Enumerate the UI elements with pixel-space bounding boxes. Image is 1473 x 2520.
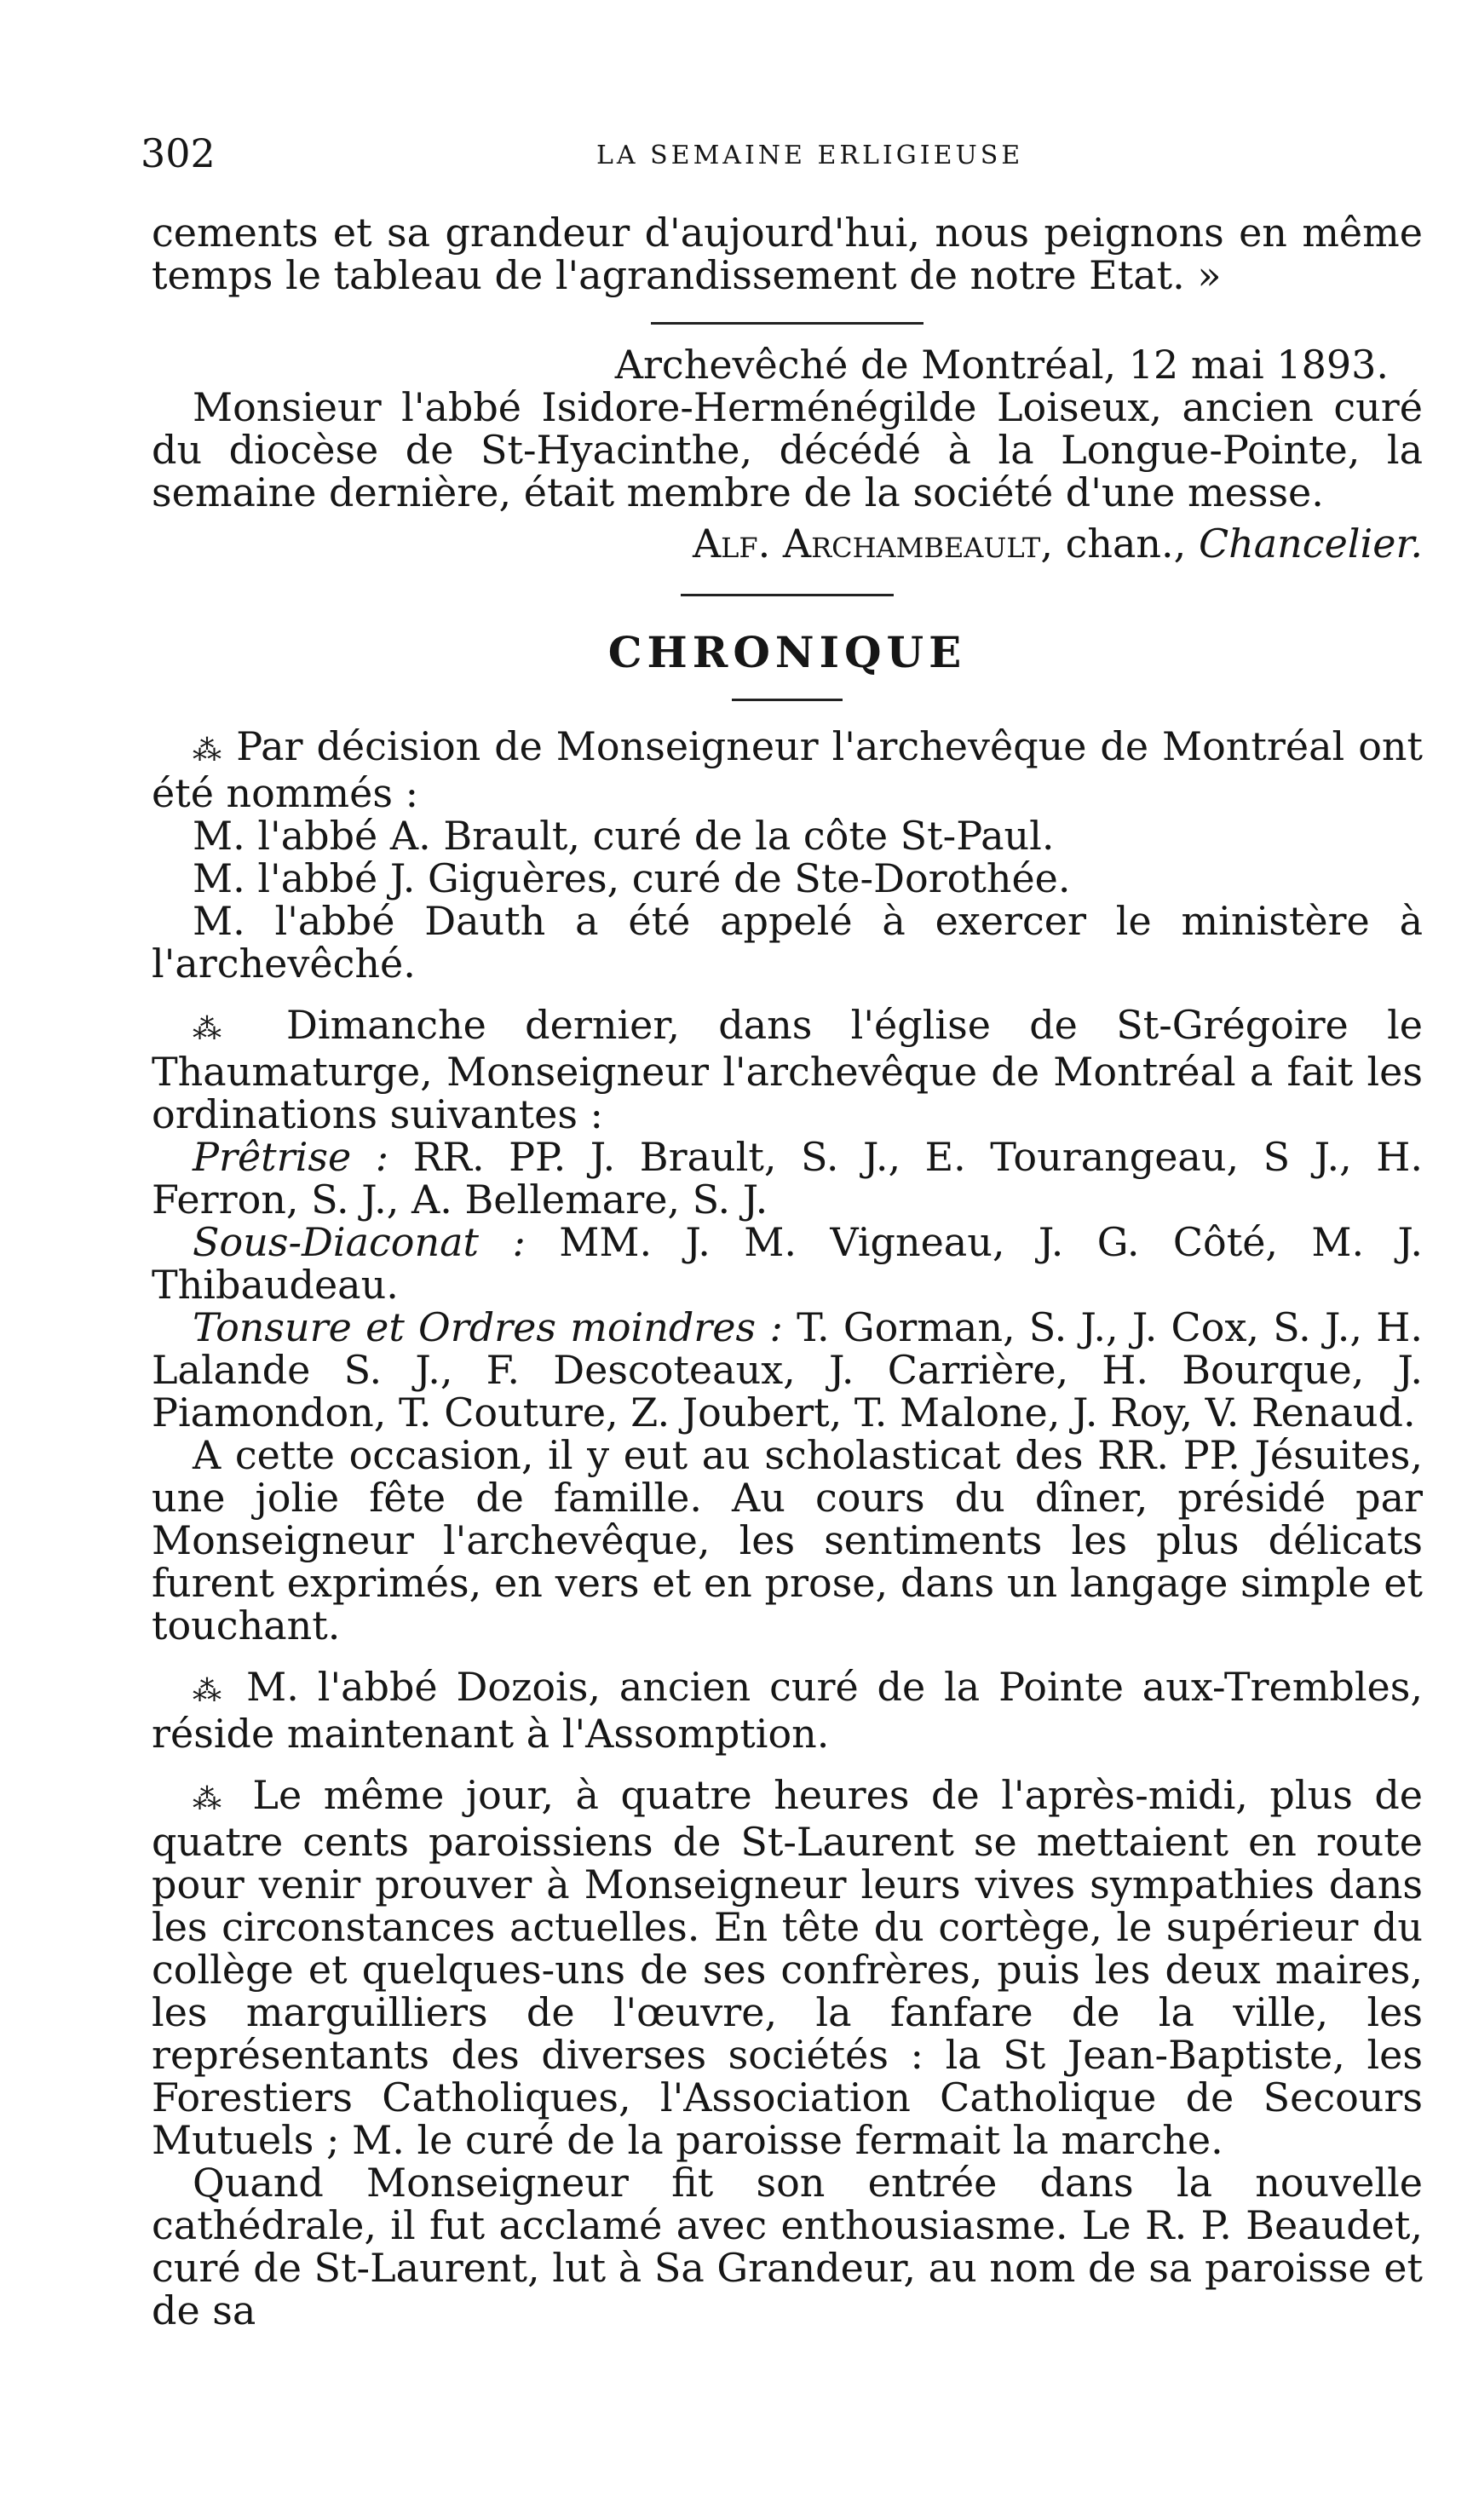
notice-signature	[152, 522, 1423, 565]
asterism-marker: ⁂	[193, 1782, 231, 1816]
signature-role: , chan.,	[1040, 521, 1199, 567]
chronique-item-st-laurent	[152, 1774, 1423, 2161]
ordination-names: RR. PP. J. Brault, S. J., E. Tourangeau, S J., H. Ferron, S. J., A. Bellemare, S. J.	[152, 1134, 1423, 1223]
chronique-item-ordinations	[152, 1004, 1423, 1136]
title-underline	[732, 699, 843, 701]
ordination-label: Prêtrise :	[193, 1134, 389, 1180]
ordination-label: Sous-Diaconat :	[193, 1219, 526, 1265]
appointment-line: M. l'abbé J. Giguères, curé de Ste-Dorothée.	[193, 855, 1071, 901]
chronique-item-dozois	[152, 1666, 1423, 1755]
item-text: M. l'abbé Dozois, ancien curé de la Pointe aux-Trembles, réside maintenant à l'Assomption.	[152, 1664, 1424, 1757]
signature-title: Chancelier.	[1198, 521, 1423, 567]
occasion-paragraph: A cette occasion, il y eut au scholasticat des RR. PP. Jésuites, une jolie fête de famille. Au cours du dîner, présidé par Monseigneur l'archevêque, les sentiments les plus délicats furent exprimés, en vers et en prose, dans un langage simple et touchant.	[152, 1432, 1423, 1648]
asterism-marker: ⁂	[193, 734, 223, 768]
appointment-line: M. l'abbé A. Brault, curé de la côte St-Paul.	[193, 813, 1055, 859]
page-header	[0, 128, 1473, 179]
asterism-marker: ⁂	[193, 1012, 248, 1046]
ordination-tonsure	[152, 1306, 1423, 1434]
ordination-sous-diaconat	[152, 1221, 1423, 1306]
item-text: Le même jour, à quatre heures de l'après-midi, plus de quatre cents paroissiens de St-Laurent se mettaient en route pour venir prouver à Monseigneur leurs vives sympathies dans les circonstances actuelles. En tête du cortège, le supérieur du collège et quelques-uns de ses confrères, puis les deux maires, les marguilliers de l'œuvre, la fanfare de la ville, les représentants des diverses sociétés : la St Jean-Baptiste, les Forestiers Catholiques, l'Association Catholique de Secours Mutuels ; M. le curé de la paroisse fermait la marche.	[152, 1772, 1423, 2163]
continued-paragraph: cements et sa grandeur d'aujourd'hui, nous peignons en même temps le tableau de l'agrandissement de notre Etat. »	[152, 210, 1423, 298]
page-content	[152, 211, 1423, 2332]
section-title: CHRONIQUE	[607, 627, 967, 677]
section-divider	[681, 594, 894, 596]
item-text: Par décision de Monseigneur l'archevêque de Montréal ont été nommés :	[152, 723, 1424, 816]
ordination-names: T. Gorman, S. J., J. Cox, S. J., H. Lalande S. J., F. Descoteaux, J. Carrière, H. Bourque, J. Piamondon, T. Couture, Z. Joubert, T. Malone, J. Roy, V. Renaud.	[152, 1304, 1424, 1435]
page-number: 302	[141, 130, 216, 176]
ordination-label: Tonsure et Ordres moindres :	[193, 1304, 783, 1350]
running-head: LA SEMAINE ERLIGIEUSE	[596, 141, 1024, 170]
signature-name: Alf. Archambeault	[692, 521, 1041, 567]
notice-body: Monsieur l'abbé Isidore-Herménégilde Loiseux, ancien curé du diocèse de St-Hyacinthe, décédé à la Longue-Pointe, la semaine dernière, était membre de la société d'une messe.	[152, 384, 1423, 515]
asterism-marker: ⁂	[193, 1674, 228, 1708]
ordination-names: MM. J. M. Vigneau, J. G. Côté, M. J. Thibaudeau.	[152, 1219, 1423, 1308]
item-text: Dimanche dernier, dans l'église de St-Grégoire le Thaumaturge, Monseigneur l'archevêque de Montréal a fait les ordinations suivantes :	[152, 1002, 1424, 1137]
notice-dateline: Archevêché de Montréal, 12 mai 1893.	[614, 342, 1389, 388]
appointment-line: M. l'abbé Dauth a été appelé à exercer le ministère à l'archevêché.	[152, 898, 1423, 987]
section-divider	[651, 322, 924, 325]
cathedral-paragraph: Quand Monseigneur fit son entrée dans la nouvelle cathédrale, il fut acclamé avec enthousiasme. Le R. P. Beaudet, curé de St-Laurent, lut à Sa Grandeur, au nom de sa paroisse et de sa	[152, 2160, 1423, 2333]
ordination-pretrise	[152, 1136, 1423, 1221]
chronique-item-appointments	[152, 725, 1423, 814]
